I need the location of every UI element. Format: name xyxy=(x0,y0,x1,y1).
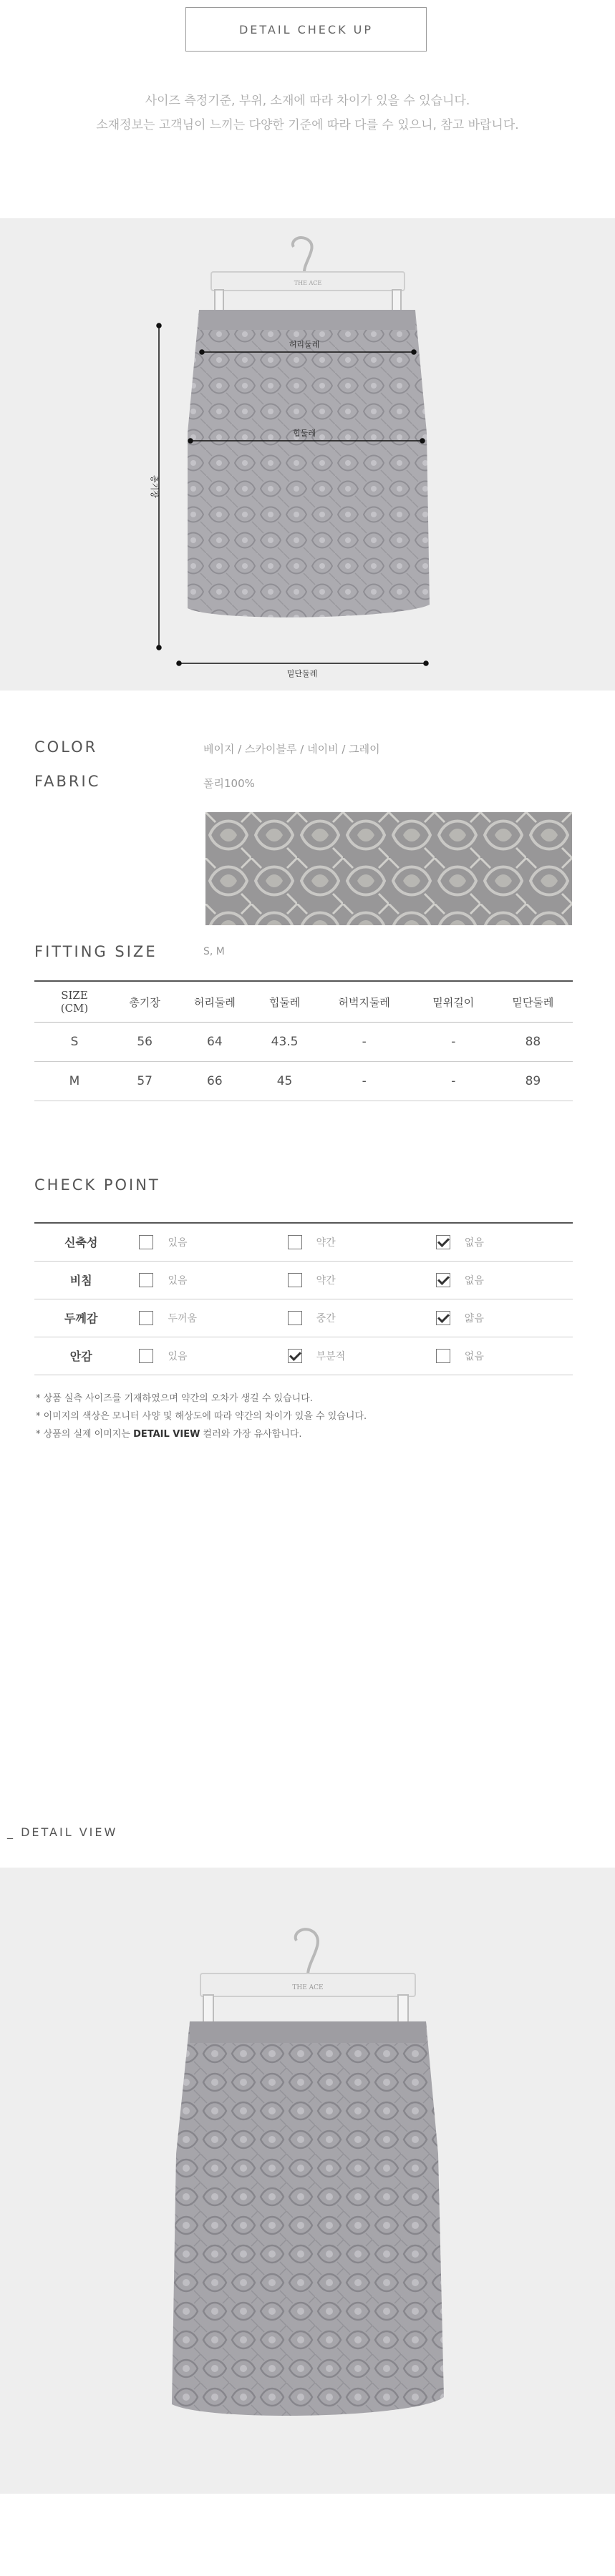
measure-photo xyxy=(0,218,615,691)
check-option-label: 약간 xyxy=(316,1236,336,1249)
check-option-inner xyxy=(128,1273,275,1287)
check-row xyxy=(34,1299,573,1337)
hanger-clip-left xyxy=(203,1995,213,2025)
check-row-label: 안감 xyxy=(69,1350,92,1363)
check-option-inner xyxy=(425,1273,572,1287)
check-option xyxy=(276,1337,425,1375)
check-option xyxy=(127,1223,276,1261)
check-option xyxy=(276,1299,425,1337)
hem-label: 밑단둘레 xyxy=(286,669,318,678)
hip-header: 힙둘레 xyxy=(254,981,314,1023)
check-option-label: 있음 xyxy=(168,1274,188,1287)
check-row-label: 두께감 xyxy=(64,1312,98,1325)
hip-label: 힙둘레 xyxy=(293,429,316,438)
note-line: * 상품 실측 사이즈를 기재하였으며 약간의 오차가 생길 수 있습니다. xyxy=(36,1393,313,1404)
skirt-detail-photo xyxy=(0,1868,615,2494)
rise-header: 밑위길이 xyxy=(414,981,493,1023)
table-cell: - xyxy=(315,1062,414,1101)
length-label: 총기장 xyxy=(150,475,159,498)
table-cell: 64 xyxy=(175,1023,254,1062)
table-cell: 66 xyxy=(175,1062,254,1101)
fitting-size-value: S, M xyxy=(203,946,225,957)
check-option xyxy=(276,1223,425,1261)
check-option-label: 두꺼움 xyxy=(168,1312,198,1324)
fabric-label: FABRIC xyxy=(34,773,101,790)
check-row-label: 비침 xyxy=(69,1274,92,1287)
check-option-inner xyxy=(277,1349,424,1363)
size-table xyxy=(34,980,573,1101)
detail-view-photo xyxy=(0,1868,615,2494)
check-option-inner xyxy=(425,1311,572,1325)
check-row xyxy=(34,1261,573,1299)
check-row xyxy=(34,1337,573,1375)
table-cell: - xyxy=(315,1023,414,1062)
thigh-header: 허벅지둘레 xyxy=(315,981,414,1023)
check-option-label: 부분적 xyxy=(316,1350,346,1362)
unchecked-checkbox xyxy=(139,1235,153,1249)
hanger-hook xyxy=(293,238,312,272)
table-cell: M xyxy=(34,1062,115,1101)
note-line: * 이미지의 색상은 모니터 사양 및 해상도에 따라 약간의 차이가 있을 수 있습니다. xyxy=(36,1411,367,1422)
table-row xyxy=(34,1062,573,1101)
hanger-clip-right xyxy=(398,1995,408,2025)
check-option-inner xyxy=(277,1235,424,1249)
check-option-inner xyxy=(128,1349,275,1363)
unchecked-checkbox xyxy=(288,1311,302,1325)
notes xyxy=(36,1390,367,1443)
checked-checkbox xyxy=(436,1273,450,1287)
table-cell: - xyxy=(414,1023,493,1062)
check-option xyxy=(425,1299,573,1337)
check-option xyxy=(425,1261,573,1299)
hanger-brand: THE ACE xyxy=(294,280,322,286)
check-option-label: 얇음 xyxy=(464,1312,484,1324)
checked-checkbox xyxy=(288,1349,302,1363)
check-row-label: 신축성 xyxy=(64,1236,98,1250)
check-option-label: 약간 xyxy=(316,1274,336,1287)
table-cell: 56 xyxy=(115,1023,175,1062)
note-line xyxy=(36,1425,367,1443)
check-option-label: 있음 xyxy=(168,1350,188,1362)
check-row xyxy=(34,1223,573,1261)
skirt-image xyxy=(188,310,430,618)
skirt-waistband xyxy=(190,2021,426,2043)
unchecked-checkbox xyxy=(288,1235,302,1249)
check-option xyxy=(127,1299,276,1337)
hanger-hook xyxy=(296,1929,318,1975)
checked-checkbox xyxy=(436,1311,450,1325)
checked-checkbox xyxy=(436,1235,450,1249)
detail-check-up-title: DETAIL CHECK UP xyxy=(185,7,427,52)
check-option-label: 없음 xyxy=(464,1274,484,1287)
check-option-inner xyxy=(277,1273,424,1287)
unchecked-checkbox xyxy=(139,1349,153,1363)
check-option-label: 있음 xyxy=(168,1236,188,1249)
unchecked-checkbox xyxy=(288,1273,302,1287)
table-row xyxy=(34,1023,573,1062)
table-cell: 89 xyxy=(493,1062,573,1101)
unchecked-checkbox xyxy=(436,1349,450,1363)
check-option xyxy=(127,1261,276,1299)
table-cell: 57 xyxy=(115,1062,175,1101)
detail-view-title: _ DETAIL VIEW xyxy=(7,1825,118,1839)
table-cell: - xyxy=(414,1062,493,1101)
hem-header: 밑단둘레 xyxy=(493,981,573,1023)
size-header: SIZE (CM) xyxy=(34,981,115,1023)
check-option-label: 중간 xyxy=(316,1312,336,1324)
length-header: 총기장 xyxy=(115,981,175,1023)
skirt-image xyxy=(172,2021,444,2416)
check-point-table xyxy=(34,1222,573,1375)
skirt-waistband xyxy=(199,310,415,330)
check-option-inner xyxy=(128,1311,275,1325)
waist-label: 허리둘레 xyxy=(289,340,320,349)
check-option xyxy=(425,1223,573,1261)
color-value: 베이지 / 스카이블루 / 네이비 / 그레이 xyxy=(203,743,380,756)
skirt-measure-illustration xyxy=(0,218,615,691)
fabric-value: 폴리100% xyxy=(203,777,255,790)
check-option-inner xyxy=(425,1349,572,1363)
check-option-inner xyxy=(128,1235,275,1249)
table-cell: 43.5 xyxy=(254,1023,314,1062)
color-label: COLOR xyxy=(34,738,98,756)
check-option xyxy=(127,1337,276,1375)
waist-header: 허리둘레 xyxy=(175,981,254,1023)
table-cell: 45 xyxy=(254,1062,314,1101)
check-option-inner xyxy=(277,1311,424,1325)
fitting-size-label: FITTING SIZE xyxy=(34,943,158,960)
intro-line-1: 사이즈 측정기준, 부위, 소재에 따라 차이가 있을 수 있습니다. xyxy=(145,94,470,108)
note-bold: DETAIL VIEW xyxy=(133,1429,200,1440)
unchecked-checkbox xyxy=(139,1311,153,1325)
size-table-header xyxy=(34,981,573,1023)
check-option xyxy=(276,1261,425,1299)
fabric-swatch xyxy=(205,812,572,925)
note-text: * 상품의 실제 이미지는 xyxy=(36,1429,134,1440)
note-text: 컬러와 가장 유사합니다. xyxy=(200,1429,302,1440)
table-cell: S xyxy=(34,1023,115,1062)
table-cell: 88 xyxy=(493,1023,573,1062)
intro-line-2: 소재정보는 고객님이 느끼는 다양한 기준에 따라 다를 수 있으니, 참고 바랍니다. xyxy=(96,118,519,132)
unchecked-checkbox xyxy=(139,1273,153,1287)
check-option-label: 없음 xyxy=(464,1350,484,1362)
check-option xyxy=(425,1337,573,1375)
check-option-label: 없음 xyxy=(464,1236,484,1249)
hanger-brand: THE ACE xyxy=(292,1984,324,1991)
check-option-inner xyxy=(425,1235,572,1249)
check-point-title: CHECK POINT xyxy=(34,1176,160,1194)
